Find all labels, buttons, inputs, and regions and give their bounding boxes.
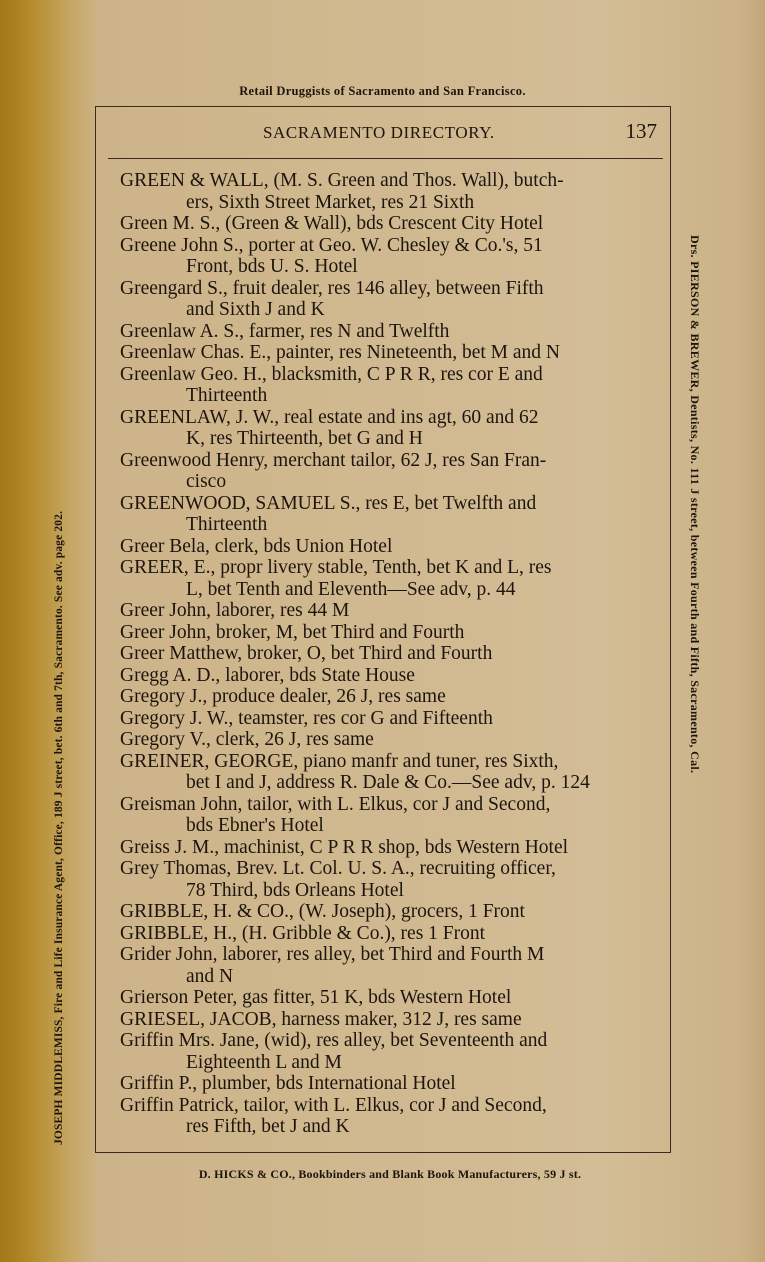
top-advertisement: Retail Druggists of Sacramento and San Francisco. bbox=[239, 84, 526, 98]
directory-entry bbox=[120, 450, 650, 493]
entry-line: Greenwood Henry, merchant tailor, 62 J, res San Fran- bbox=[120, 449, 547, 471]
entry-line: Greene John S., porter at Geo. W. Chesley & Co.'s, 51 bbox=[120, 234, 543, 256]
directory-entry bbox=[120, 858, 650, 901]
directory-entry bbox=[120, 665, 650, 687]
entry-line: GREEN & WALL, (M. S. Green and Thos. Wall), butch- bbox=[120, 170, 564, 191]
entry-continuation-line: res Fifth, bet J and K bbox=[186, 1116, 350, 1137]
header-rule bbox=[108, 158, 663, 159]
entry-line: Gregg A. D., laborer, bds State House bbox=[120, 664, 415, 686]
bottom-advertisement: D. HICKS & CO., Bookbinders and Blank Book Manufacturers, 59 J st. bbox=[198, 1167, 582, 1181]
entry-continuation-line: Thirteenth bbox=[186, 385, 268, 406]
directory-entry bbox=[120, 923, 650, 945]
entry-line: GREENLAW, J. W., real estate and ins agt, 60 and 62 bbox=[120, 406, 539, 428]
entry-line: Gregory V., clerk, 26 J, res same bbox=[120, 729, 374, 750]
entry-line: Greer John, broker, M, bet Third and Fourth bbox=[120, 621, 465, 643]
entry-continuation-line: Thirteenth bbox=[186, 514, 268, 535]
directory-entry bbox=[120, 837, 650, 859]
entry-continuation-line: bds Ebner's Hotel bbox=[186, 815, 324, 836]
entry-continuation-line: cisco bbox=[186, 471, 227, 492]
entry-line: Gregory J., produce dealer, 26 J, res same bbox=[120, 686, 446, 707]
directory-entry bbox=[120, 278, 650, 321]
entry-line: Greisman John, tailor, with L. Elkus, cor J and Second, bbox=[120, 793, 551, 815]
entry-continuation-line: 78 Third, bds Orleans Hotel bbox=[186, 879, 404, 901]
entry-continuation-line: and Sixth J and K bbox=[186, 299, 325, 320]
directory-entry bbox=[120, 1095, 650, 1138]
directory-entry bbox=[120, 987, 650, 1009]
entry-line: Griffin Patrick, tailor, with L. Elkus, cor J and Second, bbox=[120, 1094, 547, 1116]
entry-line: Greenlaw A. S., farmer, res N and Twelfth bbox=[120, 320, 450, 342]
entry-continuation-line: L, bet Tenth and Eleventh—See adv, p. 44 bbox=[186, 578, 516, 600]
entry-line: Griffin Mrs. Jane, (wid), res alley, bet Seventeenth and bbox=[120, 1030, 548, 1051]
entry-continuation-line: Eighteenth L and M bbox=[186, 1051, 342, 1073]
page-title: SACRAMENTO DIRECTORY. bbox=[263, 123, 495, 142]
entry-line: Greengard S., fruit dealer, res 146 alley, between Fifth bbox=[120, 277, 544, 299]
entry-line: Grider John, laborer, res alley, bet Third and Fourth M bbox=[120, 944, 545, 965]
directory-entry bbox=[120, 170, 650, 213]
directory-entry bbox=[120, 944, 650, 987]
directory-entry bbox=[120, 342, 650, 364]
directory-entry bbox=[120, 1030, 650, 1073]
directory-entry bbox=[120, 557, 650, 600]
page-number: 137 bbox=[625, 119, 657, 143]
entry-line: Griffin P., plumber, bds International Hotel bbox=[120, 1073, 456, 1094]
entry-line: GREINER, GEORGE, piano manfr and tuner, res Sixth, bbox=[120, 750, 559, 772]
entry-line: Grey Thomas, Brev. Lt. Col. U. S. A., recruiting officer, bbox=[120, 858, 556, 879]
directory-entry bbox=[120, 213, 650, 235]
entry-continuation-line: Front, bds U. S. Hotel bbox=[186, 256, 358, 277]
directory-entry bbox=[120, 901, 650, 923]
directory-entry bbox=[120, 321, 650, 343]
entry-line: Green M. S., (Green & Wall), bds Crescent City Hotel bbox=[120, 213, 544, 234]
entry-line: GREER, E., propr livery stable, Tenth, bet K and L, res bbox=[120, 557, 552, 578]
entry-line: Greenlaw Geo. H., blacksmith, C P R R, res cor E and bbox=[120, 363, 543, 385]
entry-line: Greer John, laborer, res 44 M bbox=[120, 600, 350, 621]
directory-entry bbox=[120, 407, 650, 450]
entry-continuation-line: ers, Sixth Street Market, res 21 Sixth bbox=[186, 191, 475, 213]
entry-line: Greer Matthew, broker, O, bet Third and Fourth bbox=[120, 643, 493, 664]
entry-line: GRIESEL, JACOB, harness maker, 312 J, res same bbox=[120, 1008, 522, 1030]
directory-entries bbox=[120, 170, 650, 1138]
entry-line: Greiss J. M., machinist, C P R R shop, bds Western Hotel bbox=[120, 836, 569, 858]
directory-entry bbox=[120, 622, 650, 644]
right-margin-advertisement: Drs. PIERSON & BREWER, Dentists, No. 111 J street, between Fourth and Fifth, Sacramento, Cal. bbox=[688, 235, 702, 774]
entry-line: GRIBBLE, H., (H. Gribble & Co.), res 1 Front bbox=[120, 922, 486, 944]
entry-continuation-line: and N bbox=[186, 965, 234, 987]
entry-line: Greer Bela, clerk, bds Union Hotel bbox=[120, 535, 393, 557]
left-margin-advertisement: JOSEPH MIDDLEMISS, Fire and Life Insurance Agent, Office, 189 J street, bet. 6th and 7th, Sacramento. See adv. page 202. bbox=[53, 510, 65, 1145]
entry-line: GREENWOOD, SAMUEL S., res E, bet Twelfth and bbox=[120, 492, 537, 514]
entry-line: Grierson Peter, gas fitter, 51 K, bds Western Hotel bbox=[120, 987, 512, 1008]
directory-entry bbox=[120, 536, 650, 558]
entry-line: GRIBBLE, H. & CO., (W. Joseph), grocers, 1 Front bbox=[120, 901, 525, 922]
directory-entry bbox=[120, 1073, 650, 1095]
entry-line: Gregory J. W., teamster, res cor G and Fifteenth bbox=[120, 707, 493, 729]
page-header bbox=[95, 117, 669, 147]
entry-continuation-line: K, res Thirteenth, bet G and H bbox=[186, 428, 423, 449]
directory-entry bbox=[120, 686, 650, 708]
entry-line: Greenlaw Chas. E., painter, res Nineteenth, bet M and N bbox=[120, 342, 560, 363]
directory-entry bbox=[120, 1009, 650, 1031]
directory-entry bbox=[120, 600, 650, 622]
directory-entry bbox=[120, 794, 650, 837]
directory-entry bbox=[120, 235, 650, 278]
directory-entry bbox=[120, 493, 650, 536]
directory-entry bbox=[120, 643, 650, 665]
directory-entry bbox=[120, 729, 650, 751]
entry-continuation-line: bet I and J, address R. Dale & Co.—See adv, p. 124 bbox=[186, 772, 590, 793]
directory-entry bbox=[120, 751, 650, 794]
directory-entry bbox=[120, 364, 650, 407]
directory-entry bbox=[120, 708, 650, 730]
